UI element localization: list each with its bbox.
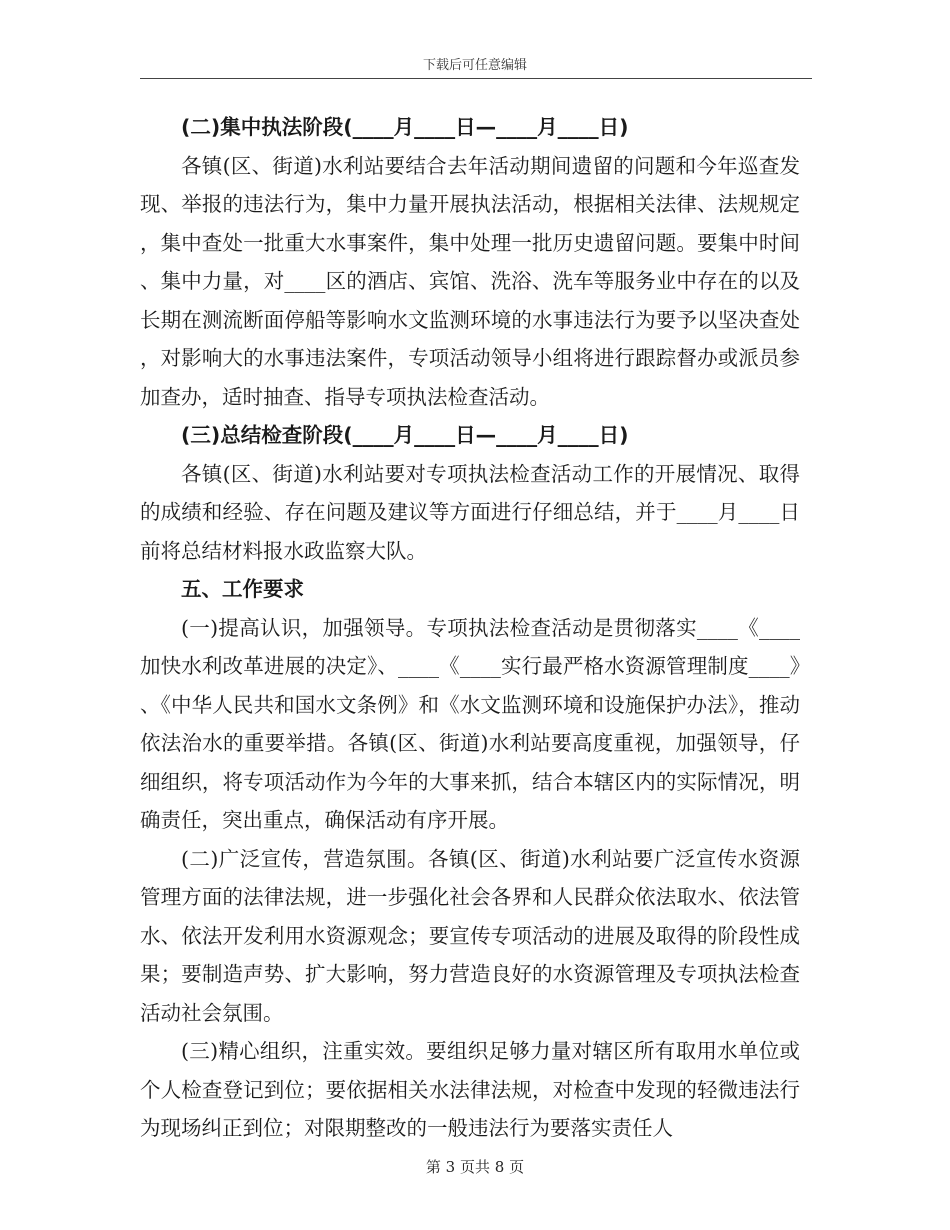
paragraph-concentrated-enforcement: 各镇(区、街道)水利站要结合去年活动期间遗留的问题和今年巡查发现、举报的违法行为，集中力量开展执法活动，根据相关法律、法规规定，集中查处一批重大水事案件，集中处理一批历史遗留问题。要集中时间、集中力量，对____区的酒店、宾馆、洗浴、洗车等服务业中存在的以及长期在测流断面停船等影响水文监测环境的水事违法行为要予以坚决查处，对影响大的水事违法案件，专项活动领导小组将进行跟踪督办或派员参加查办，适时抽查、指导专项执法检查活动。 xyxy=(140,153,800,409)
section-heading-concentrated-enforcement: (二)集中执法阶段(____月____日—____月____日) xyxy=(181,115,629,139)
section-heading-work-requirements: 五、工作要求 xyxy=(181,577,304,601)
document-body xyxy=(140,108,800,1148)
paragraph-requirement-organization: (三)精心组织，注重实效。要组织足够力量对辖区所有取用水单位或个人检查登记到位；要依据相关水法律法规，对检查中发现的轻微违法行为现场纠正到位；对限期整改的一般违法行为要落实责任人 xyxy=(140,1039,800,1140)
page-header: 下载后可任意编辑 xyxy=(422,58,527,73)
section-heading-summary-inspection: (三)总结检查阶段(____月____日—____月____日) xyxy=(181,423,629,447)
paragraph-requirement-publicity: (二)广泛宣传，营造氛围。各镇(区、街道)水利站要广泛宣传水资源管理方面的法律法规，进一步强化社会各界和人民群众依法取水、依法管水、依法开发利用水资源观念；要宣传专项活动的进展及取得的阶段性成果；要制造声势、扩大影响，努力营造良好的水资源管理及专项执法检查活动社会氛围。 xyxy=(140,846,800,1025)
page-number: 第 3 页共 8 页 xyxy=(425,1158,525,1176)
paragraph-summary-inspection: 各镇(区、街道)水利站要对专项执法检查活动工作的开展情况、取得的成绩和经验、存在问题及建议等方面进行仔细总结，并于____月____日前将总结材料报水政监察大队。 xyxy=(140,461,800,563)
header-divider xyxy=(140,78,812,79)
paragraph-requirement-leadership: (一)提高认识，加强领导。专项执法检查活动是贯彻落实____《____加快水利改革进展的决定》、____《____实行最严格水资源管理制度____》、《中华人民共和国水文条例》和《水文监测环境和设施保护办法》，推动依法治水的重要举措。各镇(区、街道)水利站要高度重视，加强领导，仔细组织，将专项活动作为今年的大事来抓，结合本辖区内的实际情况，明确责任，突出重点，确保活动有序开展。 xyxy=(140,615,800,832)
